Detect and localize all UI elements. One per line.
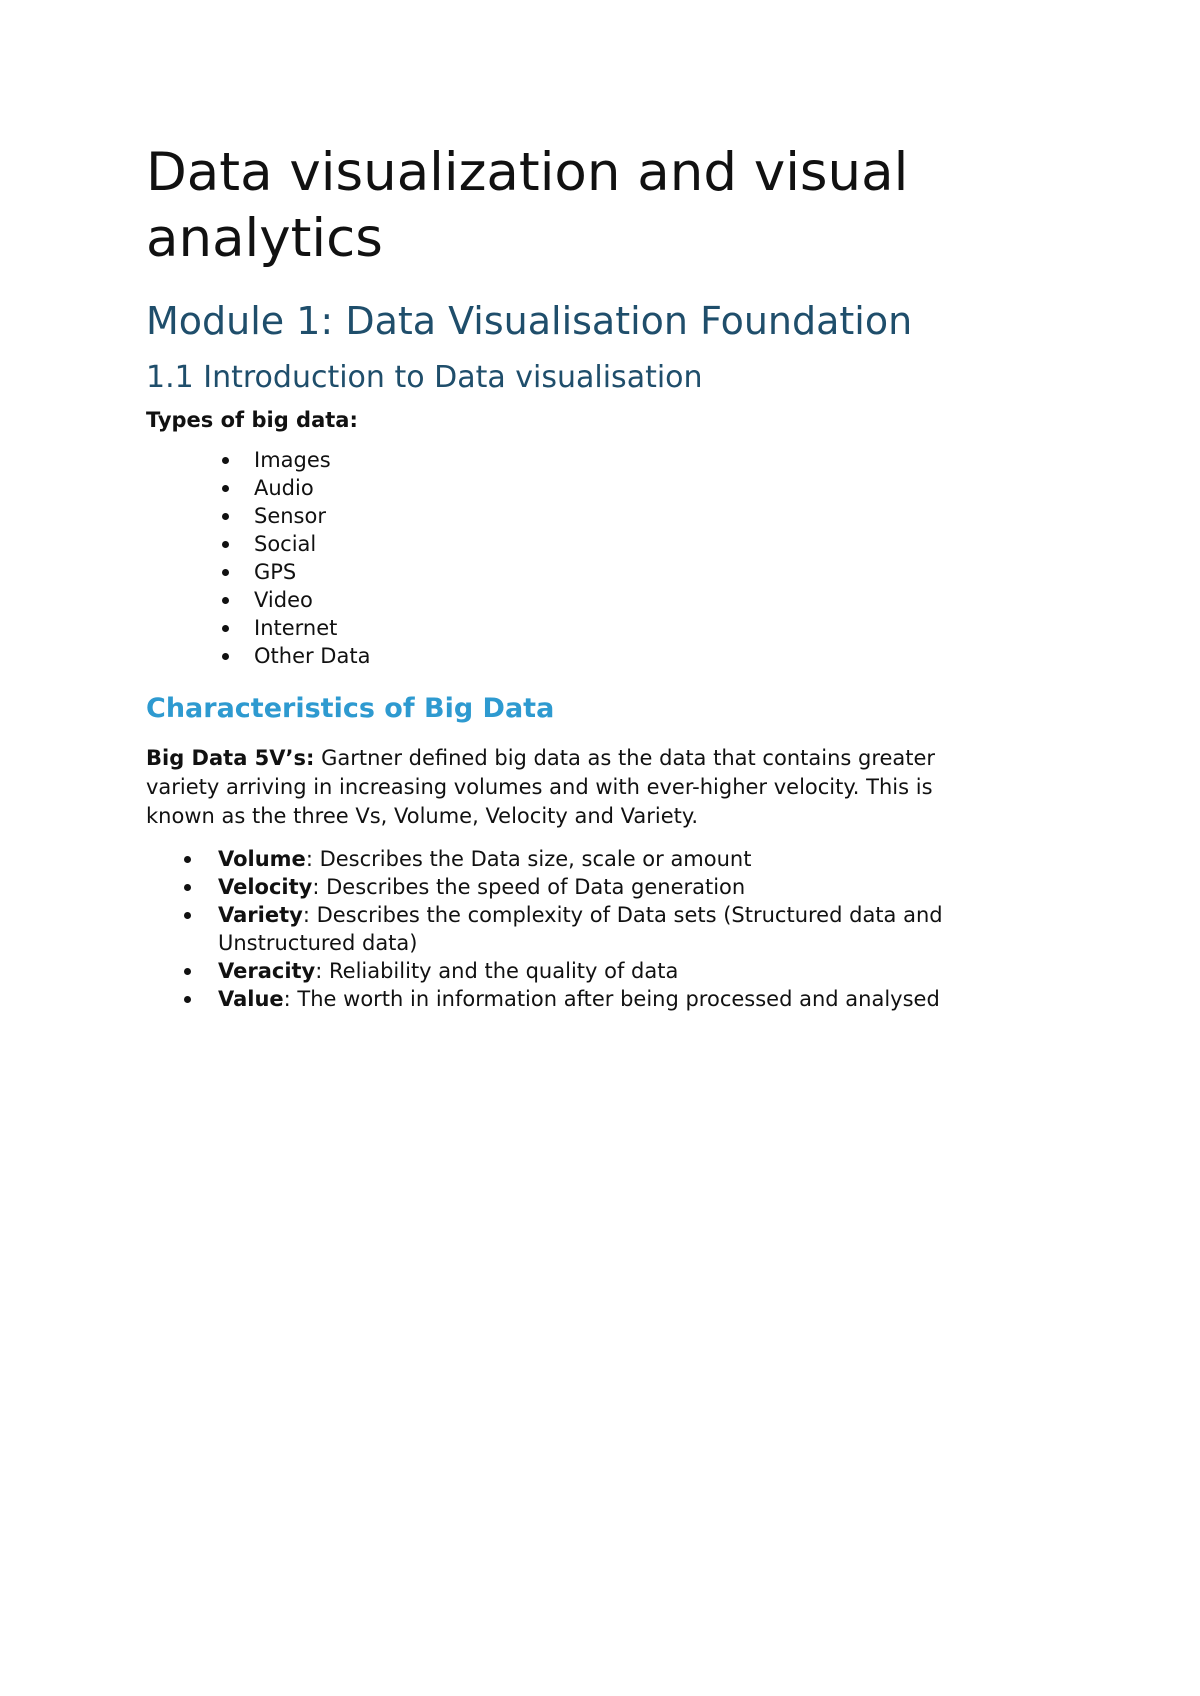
list-item [146,957,1006,985]
list-item: Other Data [146,642,1006,670]
intro-lead: Big Data 5V’s: [146,746,315,770]
v-term: Variety [218,903,303,927]
list-item: Video [146,586,1006,614]
v-desc: : Describes the complexity of Data sets (Structured data and Unstructured data) [218,903,943,955]
list-item [146,985,1006,1013]
module-heading: Module 1: Data Visualisation Foundation [146,299,913,343]
intro-paragraph [146,744,1006,831]
list-item: GPS [146,558,1006,586]
v-term: Value [218,987,284,1011]
v-term: Veracity [218,959,316,983]
v-desc: : Reliability and the quality of data [315,959,679,983]
list-item: Sensor [146,502,1006,530]
document-title: Data visualization and visual analytics [146,142,909,269]
v-term: Velocity [218,875,313,899]
list-item [146,901,1006,957]
intro-text: Gartner defined big data as the data that contains greater variety arriving in increasing volumes and with ever-higher velocity. This is known as the three Vs, Volume, Velocity and Variety. [146,746,936,828]
list-item: Images [146,446,1006,474]
list-item [146,845,1006,873]
list-item [146,873,1006,901]
characteristics-heading: Characteristics of Big Data [146,693,555,724]
list-item: Internet [146,614,1006,642]
five-vs-list [146,845,1006,1013]
v-desc: : Describes the Data size, scale or amount [305,847,752,871]
list-item: Audio [146,474,1006,502]
list-item: Social [146,530,1006,558]
section-heading: 1.1 Introduction to Data visualisation [146,360,703,395]
types-label: Types of big data: [146,408,358,432]
document-content [146,140,1006,1013]
v-term: Volume [218,847,306,871]
v-desc: : The worth in information after being processed and analysed [283,987,940,1011]
v-desc: : Describes the speed of Data generation [312,875,746,899]
types-list [146,446,1006,670]
